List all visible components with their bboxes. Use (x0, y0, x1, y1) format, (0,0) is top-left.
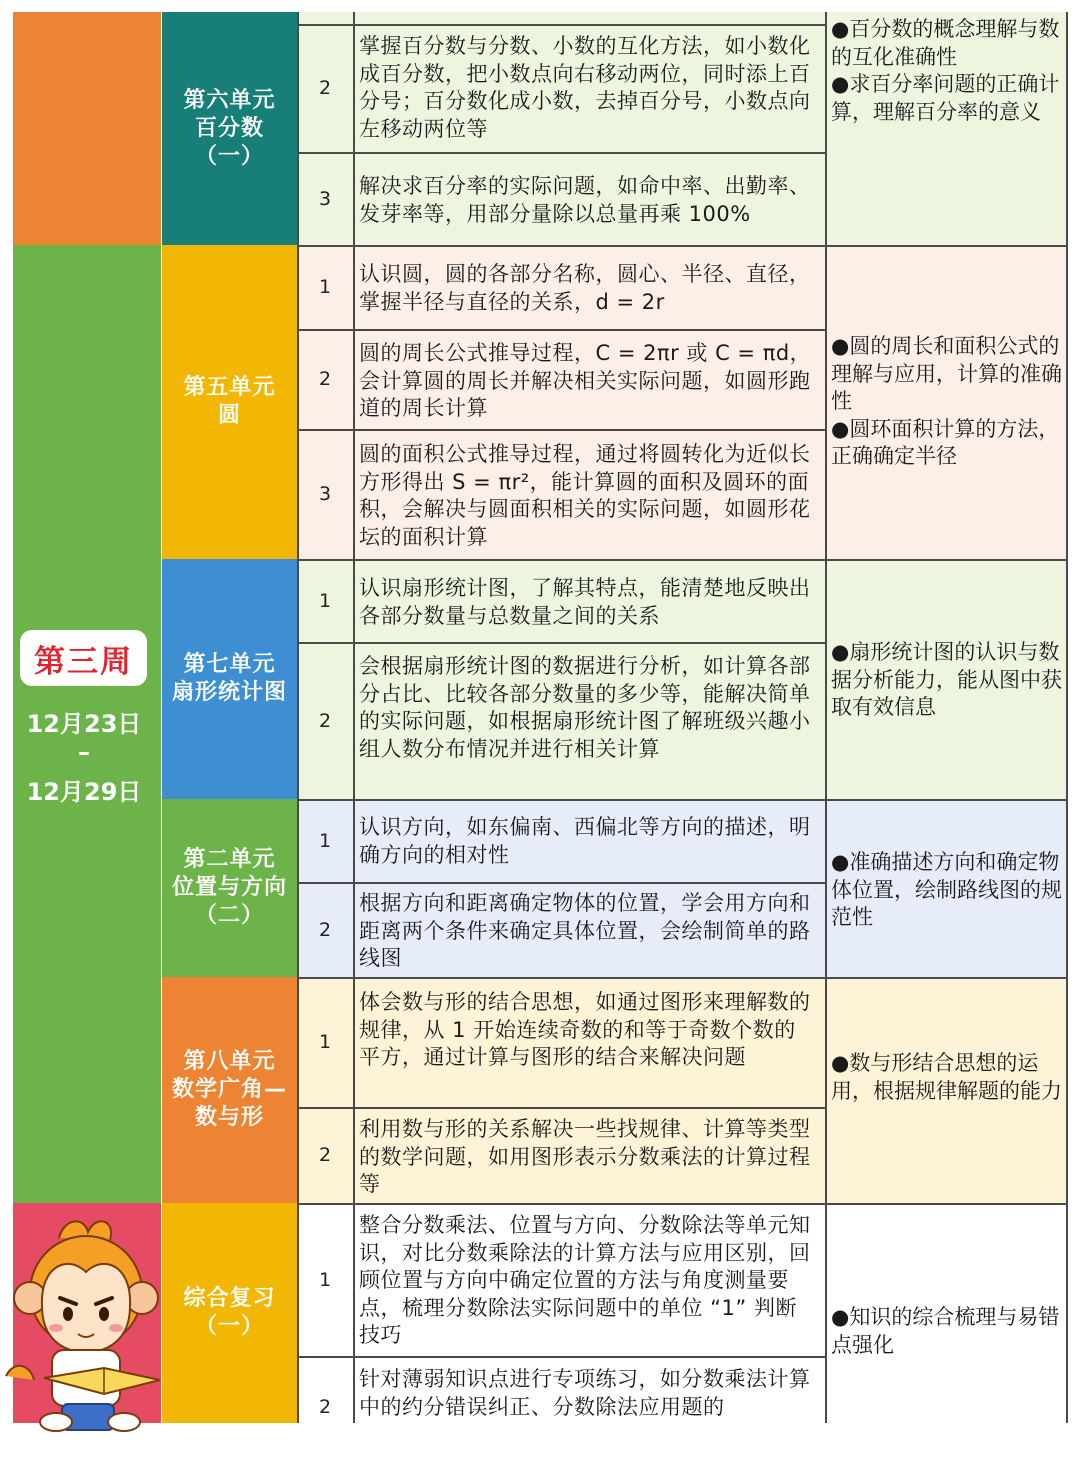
key-points (825, 1050, 1067, 1203)
grid-line (297, 1203, 1067, 1205)
lesson-content: 认识方向，如东偏南、西偏北等方向的描述，明确方向的相对性 (359, 815, 811, 867)
lesson-number: 2 (318, 77, 332, 99)
key-points (825, 333, 1067, 559)
grid-line (297, 152, 826, 154)
key-points (825, 639, 1067, 799)
lesson-number: 2 (318, 1144, 332, 1166)
grid-line (297, 799, 1067, 801)
unit-cell-review (162, 1203, 297, 1423)
key-points (825, 849, 1067, 977)
unit-cell-8 (162, 977, 297, 1203)
lesson-number: 1 (318, 276, 332, 298)
lesson-content: 解决求百分率的实际问题，如命中率、出勤率、发芽率等，用部分量除以总量再乘 100% (359, 174, 811, 226)
week-date-separator: – (78, 738, 90, 766)
lesson-content: 认识扇形统计图，了解其特点，能清楚地反映出各部分数量与总数量之间的关系 (359, 576, 811, 628)
key-point: ●求百分率问题的正确计算，理解百分率的意义 (831, 72, 1060, 124)
unit-name: 第八单元 数学广角— 数与形 (171, 1049, 287, 1130)
unit-cell-2 (162, 799, 297, 977)
unit-cell-6 (162, 12, 297, 245)
lesson-content: 会根据扇形统计图的数据进行分析，如计算各部分占比、比较各部分数量的多少等，能解决简单的实际问题，如根据扇形统计图了解班级兴趣小组人数分布情况并进行相关计算 (359, 654, 811, 761)
week-date-end: 12月29日 (26, 778, 142, 806)
lesson-content: 圆的面积公式推导过程，通过将圆转化为近似长方形得出 S = πr²，能计算圆的面积及圆环的面积，会解决与圆面积相关的实际问题，如圆形花坛的面积计算 (359, 442, 811, 549)
unit-name: 综合复习 （一） (183, 1286, 276, 1339)
lesson-content: 体会数与形的结合思想，如通过图形来理解数的规律，从 1 开始连续奇数的和等于奇数个数的平方，通过计算与图形的结合来解决问题 (359, 990, 811, 1069)
grid-line (297, 329, 826, 331)
grid-line (297, 1356, 826, 1358)
unit-name: 第七单元 扇形统计图 (171, 652, 287, 705)
key-points (825, 16, 1067, 245)
grid-line (297, 429, 826, 431)
grid-line (353, 12, 355, 1423)
key-point: ●圆环面积计算的方法，正确确定半径 (831, 416, 1060, 468)
key-point: ●知识的综合梳理与易错点强化 (831, 1305, 1060, 1357)
lesson-number: 2 (318, 918, 332, 941)
key-points (825, 1304, 1067, 1423)
key-point: ●数与形结合思想的运用，根据规律解题的能力 (831, 1051, 1062, 1103)
lesson-content: 整合分数乘法、位置与方向、分数除法等单元知识，对比分数乘除法的计算方法与应用区别，回顾位置与方向中确定位置的方法与角度测量要点，梳理分数除法实际问题中的单位 “1” 判断技巧 (359, 1213, 811, 1347)
lesson-content: 掌握百分数与分数、小数的互化方法，如小数化成百分数，把小数点向右移动两位，同时添上百分号；百分数化成小数，去掉百分号，小数点向左移动两位等 (359, 34, 811, 141)
lesson-content: 认识圆，圆的各部分名称，圆心、半径、直径，掌握半径与直径的关系，d = 2r (359, 262, 811, 314)
grid-line (297, 882, 826, 884)
unit-name: 第五单元 圆 (183, 375, 276, 428)
grid-line (297, 642, 826, 644)
lesson-number: 2 (318, 1396, 332, 1418)
key-point: ●百分数的概念理解与数的互化准确性 (831, 17, 1060, 69)
lesson-content: 根据方向和距离确定物体的位置，学会用方向和距离两个条件来确定具体位置，会绘制简单的路线图 (359, 891, 811, 970)
unit-cell-5 (162, 245, 297, 559)
unit-name: 第二单元 位置与方向 （二） (171, 847, 287, 928)
lesson-content: 针对薄弱知识点进行专项练习，如分数乘法计算中的约分错误纠正、分数除法应用题的 (359, 1367, 811, 1419)
week-date-start: 12月23日 (26, 710, 142, 738)
lesson-number: 2 (318, 709, 332, 732)
lesson-number: 1 (318, 589, 332, 612)
key-point: ●扇形统计图的认识与数据分析能力，能从图中获取有效信息 (831, 640, 1062, 719)
lesson-number: 1 (318, 829, 332, 852)
grid-line (297, 12, 299, 1423)
week-title: 第三周 (20, 630, 147, 686)
unit-cell-7 (162, 559, 297, 799)
lesson-content: 利用数与形的关系解决一些找规律、计算等类型的数学问题，如用图形表示分数乘法的计算过程等 (359, 1117, 811, 1196)
grid-line (297, 1107, 826, 1109)
grid-line (297, 24, 826, 26)
grid-line (297, 977, 1067, 979)
grid-line (1066, 12, 1068, 1423)
unit-name: 第六单元 百分数 （一） (183, 87, 276, 169)
key-point: ●圆的周长和面积公式的理解与应用，计算的准确性 (831, 334, 1062, 413)
grid-line (825, 12, 827, 1423)
lesson-number: 3 (318, 187, 332, 210)
week-column-top (13, 12, 161, 245)
lesson-content: 圆的周长公式推导过程，C = 2πr 或 C = πd，会计算圆的周长并解决相关实际问题，如圆形跑道的周长计算 (359, 341, 812, 420)
lesson-number: 3 (318, 483, 332, 505)
key-point: ●准确描述方向和确定物体位置，绘制路线图的规范性 (831, 850, 1062, 929)
grid-line (297, 245, 1067, 247)
lesson-number: 1 (318, 1268, 332, 1291)
lesson-number: 1 (318, 1031, 332, 1053)
monkey-mascot-icon (4, 1210, 176, 1436)
lesson-number: 2 (318, 368, 332, 390)
grid-line (297, 559, 1067, 561)
